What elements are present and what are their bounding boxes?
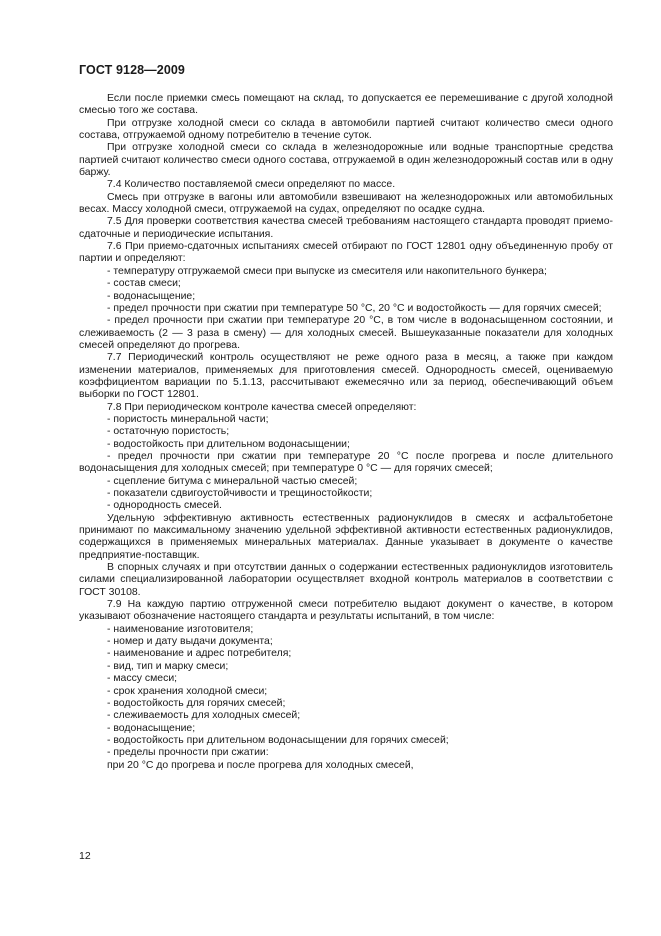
paragraph: При отгрузке холодной смеси со склада в автомобили партией считают количество смеси одного состава, отгружаемой одному потребителю в течение суток. — [79, 117, 613, 142]
list-item: - водостойкость при длительном водонасыщении; — [107, 438, 350, 450]
list-item: - пористость минеральной части; — [107, 413, 269, 425]
page-number: 12 — [79, 850, 91, 862]
section-7-4: 7.4 Количество поставляемой смеси определяют по массе. — [107, 179, 396, 191]
list-item: - предел прочности при сжатии при температуре 20 °С после прогрева и после длительного водонасыщения для холодных смесей; при температуре 0 °С — для горячих смесей; — [79, 450, 613, 475]
list-item: - пределы прочности при сжатии: — [107, 747, 269, 759]
section-7-5: 7.5 Для проверки соответствия качества смесей требованиям настоящего стандарта проводят приемо-сдаточные и периодические испытания. — [79, 216, 613, 240]
list-item: - водостойкость при длительном водонасыщении для горячих смесей; — [107, 734, 449, 746]
document-body — [79, 93, 613, 772]
list-item: при 20 °С до прогрева и после прогрева для холодных смесей, — [107, 759, 414, 771]
paragraph: При отгрузке холодной смеси со склада в железнодорожные или водные транспортные средства партией считают количество смеси одного состава, отгружаемой в один железнодорожный состав или в одну баржу. — [79, 142, 613, 179]
periodic-control-list — [79, 414, 613, 513]
quality-document-list — [79, 624, 613, 772]
list-item: - предел прочности при сжатии при температуре 50 °С, 20 °С и водостойкость — для горячих смесей; — [107, 302, 602, 314]
list-item: - срок хранения холодной смеси; — [107, 685, 268, 697]
list-item: - слеживаемость для холодных смесей; — [107, 710, 301, 722]
list-item: - состав смеси; — [107, 278, 181, 290]
list-item: - предел прочности при сжатии при температуре 20 °С, в том числе в водонасыщенном состоянии, и слеживаемость (2 — 3 раза в смену) — для холодных смесей. Вышеуказанные показатели для холодных смесей определяют до прогрева. — [79, 315, 613, 351]
list-item: - номер и дату выдачи документа; — [107, 636, 273, 648]
paragraph: Смесь при отгрузке в вагоны или автомобили взвешивают на железнодорожных или автомобильных весах. Массу холодной смеси, отгружаемой на судах, определяют по осадке судна. — [79, 191, 613, 216]
list-item: - сцепление битума с минеральной частью смесей; — [107, 475, 358, 487]
list-item: - температуру отгружаемой смеси при выпуске из смесителя или накопительного бункера; — [107, 265, 547, 277]
list-item: - однородность смесей. — [107, 500, 222, 512]
list-item: - водонасыщение; — [107, 290, 196, 302]
paragraph: Если после приемки смесь помещают на склад, то допускается ее перемешивание с другой холодной смесью того же состава. — [79, 93, 613, 117]
acceptance-test-list — [79, 266, 613, 352]
list-item: - остаточную пористость; — [107, 426, 230, 438]
section-7-9: 7.9 На каждую партию отгруженной смеси потребителю выдают документ о качестве, в котором указывают обозначение настоящего стандарта и результаты испытаний, в том числе: — [79, 599, 613, 623]
list-item: - массу смеси; — [107, 673, 178, 685]
section-7-6: 7.6 При приемо-сдаточных испытаниях смесей отбирают по ГОСТ 12801 одну объединенную пробу от партии и определяют: — [79, 241, 613, 265]
list-item: - наименование изготовителя; — [107, 623, 254, 635]
list-item: - водостойкость для горячих смесей; — [107, 697, 286, 709]
paragraph: Удельную эффективную активность естественных радионуклидов в смесях и асфальтобетоне принимают по максимальному значению удельной эффективной активности естественных радионуклидов, содержащихся в применяемых минеральных материалах. Данные указывает в документе о качестве предприятие-поставщик. — [79, 512, 613, 561]
page-header: ГОСТ 9128—2009 — [79, 63, 185, 77]
list-item: - вид, тип и марку смеси; — [107, 660, 229, 672]
list-item: - водонасыщение; — [107, 722, 196, 734]
section-7-8: 7.8 При периодическом контроле качества смесей определяют: — [107, 401, 417, 413]
section-7-7: 7.7 Периодический контроль осуществляют не реже одного раза в месяц, а также при каждом изменении материалов, применяемых для приготовления смесей. Однородность смесей, оцениваемую коэффициентом вариации по 5.1.13, рассчитывают ежемесячно или за период, обеспечивающий объем выборки по ГОСТ 12801. — [79, 352, 613, 401]
paragraph: В спорных случаях и при отсутствии данных о содержании естественных радионуклидов изготовитель силами специализированной лаборатории осуществляет входной контроль материалов в соответствии с ГОСТ 30108. — [79, 562, 613, 598]
list-item: - показатели сдвигоустойчивости и трещиностойкости; — [107, 488, 373, 499]
list-item: - наименование и адрес потребителя; — [107, 648, 292, 660]
